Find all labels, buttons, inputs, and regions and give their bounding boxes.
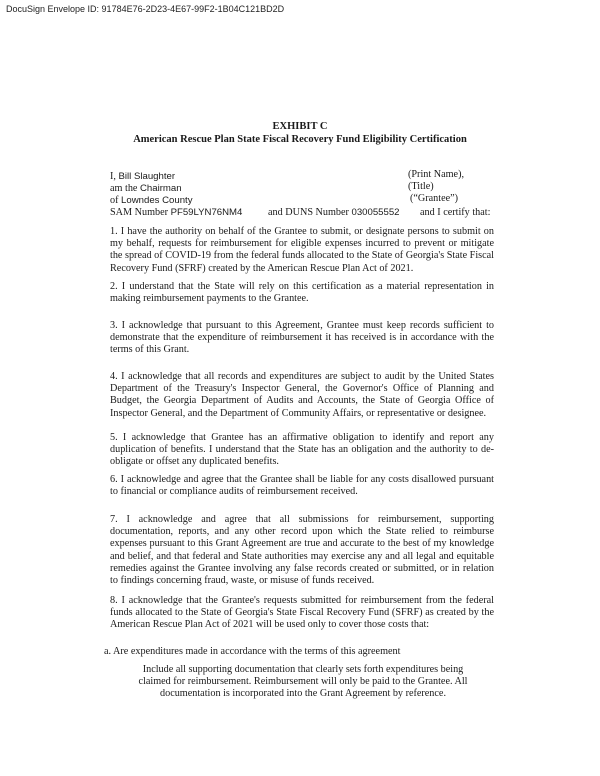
- sam-number-field[interactable]: PF59LYN76NM4: [170, 207, 243, 218]
- print-name-label: (Print Name),: [408, 169, 465, 180]
- paragraph-6: 6. I acknowledge and agree that the Grantee shall be liable for any costs disallowed pursuant to financial or compliance audits of reimbursement received.: [110, 474, 494, 498]
- sam-label: SAM Number: [110, 207, 169, 218]
- print-name-field[interactable]: Bill Slaughter: [118, 171, 176, 182]
- title-prefix: am the: [110, 183, 138, 194]
- paragraph-3: 3. I acknowledge that pursuant to this Agreement, Grantee must keep records sufficient to demonstrate that the expenditure of reimbursement it has received is in accordance with the terms of this Grant.: [110, 320, 494, 356]
- name-line: [110, 171, 175, 183]
- envelope-id: DocuSign Envelope ID: 91784E76-2D23-4E67-99F2-1B04C121BD2D: [6, 4, 285, 14]
- certify-text: and I certify that:: [420, 207, 491, 218]
- paragraph-4: 4. I acknowledge that all records and expenditures are subject to audit by the United States Department of the Treasury's Inspector General, the Governor's Office of Planning and Budget, the Georgia Department of Audits and Accounts, the State of Georgia Office of Inspector General, and the Department of Community Affairs, or representative or designee.: [110, 371, 494, 419]
- grantee-label: (“Grantee”): [410, 193, 459, 204]
- paragraph-7: 7. I acknowledge and agree that all submissions for reimbursement, supporting documentation, reports, and any other record upon which the State relied to reimburse expenses pursuant to this Grant Agreement are true and accurate to the best of my knowledge and belief, and that federal and State authorities may exercise any and all legal and equitable remedies against the Grantee involving any false records created or submitted, or in relation to findings concerning fraud, waste, or misuse of funds received.: [110, 514, 494, 587]
- grantee-line: [110, 195, 193, 207]
- title-field[interactable]: Chairman: [140, 183, 182, 194]
- name-prefix: I,: [110, 171, 116, 182]
- item-a: a. Are expenditures made in accordance with the terms of this agreement: [104, 646, 401, 657]
- paragraph-1: 1. I have the authority on behalf of the Grantee to submit, or designate persons to submit on my behalf, requests for reimbursement for eligible expenses incurred to prevent or mitigate the spread of COVID-19 from the federal funds allocated to the State of Georgia's State Fiscal Recovery Fund (SFRF) created by the American Rescue Plan Act of 2021.: [110, 226, 494, 274]
- sam-line: [110, 207, 242, 219]
- grantee-prefix: of: [110, 195, 119, 206]
- title-line: [110, 183, 182, 195]
- duns-line: [268, 207, 400, 219]
- title-label: (Title): [408, 181, 434, 192]
- paragraph-2: 2. I understand that the State will rely on this certification as a material representation in making reimbursement payments to the Grantee.: [110, 281, 494, 305]
- document-subtitle: American Rescue Plan State Fiscal Recovery Fund Eligibility Certification: [133, 134, 467, 145]
- grantee-field[interactable]: Lowndes County: [121, 195, 193, 206]
- duns-number-field[interactable]: 030055552: [351, 207, 400, 218]
- duns-label: and DUNS Number: [268, 207, 349, 218]
- paragraph-8: 8. I acknowledge that the Grantee's requests submitted for reimbursement from the federal funds allocated to the State of Georgia's State Fiscal Recovery Fund (SFRF) as created by the American Rescue Plan Act of 2021 will be used only to cover those costs that:: [110, 595, 494, 631]
- paragraph-5: 5. I acknowledge that Grantee has an affirmative obligation to identify and report any duplication of benefits. I understand that the State has an obligation and the authority to de-obligate or offset any duplicated benefits.: [110, 432, 494, 468]
- documentation-note: Include all supporting documentation that clearly sets forth expenditures being claimed for reimbursement. Reimbursement will only be paid to the Grantee. All documentation is incorporated into the Grant Agreement by reference.: [138, 664, 468, 700]
- exhibit-title: EXHIBIT C: [272, 121, 328, 132]
